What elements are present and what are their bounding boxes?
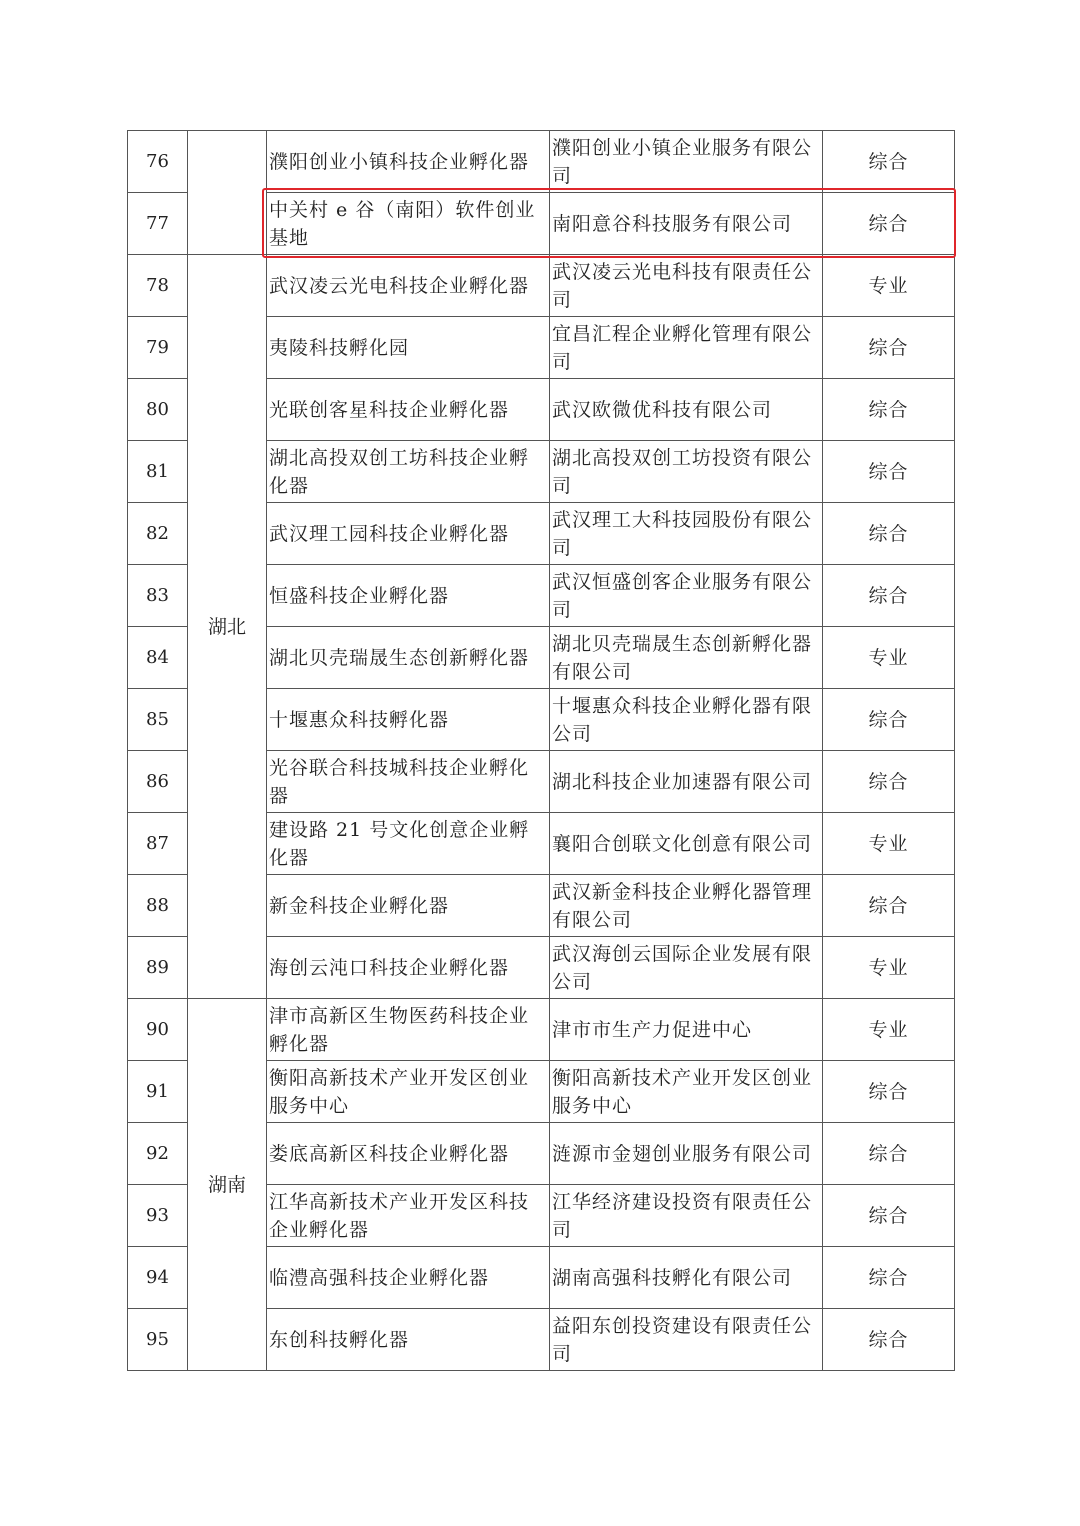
operating-company-cell: 武汉海创云国际企业发展有限公司 (550, 937, 823, 999)
incubator-type-cell: 综合 (823, 379, 955, 441)
incubator-type-cell: 综合 (823, 1309, 955, 1371)
row-number: 90 (128, 999, 188, 1061)
operating-company-cell: 襄阳合创联文化创意有限公司 (550, 813, 823, 875)
operating-company-cell: 武汉理工大科技园股份有限公司 (550, 503, 823, 565)
incubator-name-cell: 娄底高新区科技企业孵化器 (267, 1123, 550, 1185)
operating-company-cell: 武汉欧微优科技有限公司 (550, 379, 823, 441)
row-number: 89 (128, 937, 188, 999)
incubator-name-cell: 湖北贝壳瑞晟生态创新孵化器 (267, 627, 550, 689)
row-number: 79 (128, 317, 188, 379)
incubator-name-cell: 海创云沌口科技企业孵化器 (267, 937, 550, 999)
operating-company-cell: 湖北贝壳瑞晟生态创新孵化器有限公司 (550, 627, 823, 689)
incubator-type-cell: 专业 (823, 937, 955, 999)
row-number: 95 (128, 1309, 188, 1371)
operating-company-cell: 益阳东创投资建设有限责任公司 (550, 1309, 823, 1371)
incubator-name-cell: 衡阳高新技术产业开发区创业服务中心 (267, 1061, 550, 1123)
table-row (128, 255, 955, 317)
row-number: 86 (128, 751, 188, 813)
incubator-name-cell: 东创科技孵化器 (267, 1309, 550, 1371)
incubator-table (127, 130, 955, 1371)
operating-company-cell: 江华经济建设投资有限责任公司 (550, 1185, 823, 1247)
incubator-table-body (128, 131, 955, 1371)
incubator-name-cell: 新金科技企业孵化器 (267, 875, 550, 937)
operating-company-cell: 宜昌汇程企业孵化管理有限公司 (550, 317, 823, 379)
incubator-name-cell: 建设路 21 号文化创意企业孵化器 (267, 813, 550, 875)
incubator-type-cell: 综合 (823, 875, 955, 937)
incubator-name-cell: 津市高新区生物医药科技企业孵化器 (267, 999, 550, 1061)
incubator-type-cell: 专业 (823, 813, 955, 875)
row-number: 78 (128, 255, 188, 317)
incubator-name-cell: 临澧高强科技企业孵化器 (267, 1247, 550, 1309)
table-row (128, 999, 955, 1061)
province-cell (188, 131, 267, 255)
row-number: 94 (128, 1247, 188, 1309)
incubator-name-cell: 湖北高投双创工坊科技企业孵化器 (267, 441, 550, 503)
incubator-name-cell: 武汉凌云光电科技企业孵化器 (267, 255, 550, 317)
row-number: 76 (128, 131, 188, 193)
row-number: 83 (128, 565, 188, 627)
row-number: 85 (128, 689, 188, 751)
incubator-name-cell: 濮阳创业小镇科技企业孵化器 (267, 131, 550, 193)
row-number: 80 (128, 379, 188, 441)
incubator-type-cell: 专业 (823, 999, 955, 1061)
operating-company-cell: 湖北高投双创工坊投资有限公司 (550, 441, 823, 503)
row-number: 93 (128, 1185, 188, 1247)
incubator-type-cell: 综合 (823, 441, 955, 503)
incubator-name-cell: 光谷联合科技城科技企业孵化器 (267, 751, 550, 813)
table-row (128, 131, 955, 193)
incubator-type-cell: 综合 (823, 193, 955, 255)
row-number: 81 (128, 441, 188, 503)
row-number: 82 (128, 503, 188, 565)
incubator-name-cell: 江华高新技术产业开发区科技企业孵化器 (267, 1185, 550, 1247)
operating-company-cell: 湖北科技企业加速器有限公司 (550, 751, 823, 813)
incubator-type-cell: 专业 (823, 255, 955, 317)
incubator-type-cell: 综合 (823, 1123, 955, 1185)
incubator-type-cell: 综合 (823, 503, 955, 565)
row-number: 91 (128, 1061, 188, 1123)
incubator-type-cell: 综合 (823, 1247, 955, 1309)
incubator-name-cell: 恒盛科技企业孵化器 (267, 565, 550, 627)
incubator-type-cell: 综合 (823, 1185, 955, 1247)
province-cell: 湖北 (188, 255, 267, 999)
incubator-type-cell: 综合 (823, 317, 955, 379)
incubator-type-cell: 综合 (823, 565, 955, 627)
row-number: 88 (128, 875, 188, 937)
operating-company-cell: 涟源市金翅创业服务有限公司 (550, 1123, 823, 1185)
row-number: 84 (128, 627, 188, 689)
operating-company-cell: 武汉恒盛创客企业服务有限公司 (550, 565, 823, 627)
incubator-name-cell: 夷陵科技孵化园 (267, 317, 550, 379)
operating-company-cell: 南阳意谷科技服务有限公司 (550, 193, 823, 255)
incubator-name-cell: 中关村 e 谷（南阳）软件创业基地 (267, 193, 550, 255)
incubator-name-cell: 武汉理工园科技企业孵化器 (267, 503, 550, 565)
operating-company-cell: 十堰惠众科技企业孵化器有限公司 (550, 689, 823, 751)
incubator-type-cell: 专业 (823, 627, 955, 689)
operating-company-cell: 衡阳高新技术产业开发区创业服务中心 (550, 1061, 823, 1123)
incubator-name-cell: 光联创客星科技企业孵化器 (267, 379, 550, 441)
row-number: 77 (128, 193, 188, 255)
province-cell: 湖南 (188, 999, 267, 1371)
row-number: 87 (128, 813, 188, 875)
incubator-name-cell: 十堰惠众科技孵化器 (267, 689, 550, 751)
row-number: 92 (128, 1123, 188, 1185)
incubator-type-cell: 综合 (823, 131, 955, 193)
operating-company-cell: 津市市生产力促进中心 (550, 999, 823, 1061)
incubator-type-cell: 综合 (823, 751, 955, 813)
operating-company-cell: 湖南高强科技孵化有限公司 (550, 1247, 823, 1309)
operating-company-cell: 武汉新金科技企业孵化器管理有限公司 (550, 875, 823, 937)
operating-company-cell: 濮阳创业小镇企业服务有限公司 (550, 131, 823, 193)
incubator-type-cell: 综合 (823, 689, 955, 751)
incubator-type-cell: 综合 (823, 1061, 955, 1123)
operating-company-cell: 武汉凌云光电科技有限责任公司 (550, 255, 823, 317)
